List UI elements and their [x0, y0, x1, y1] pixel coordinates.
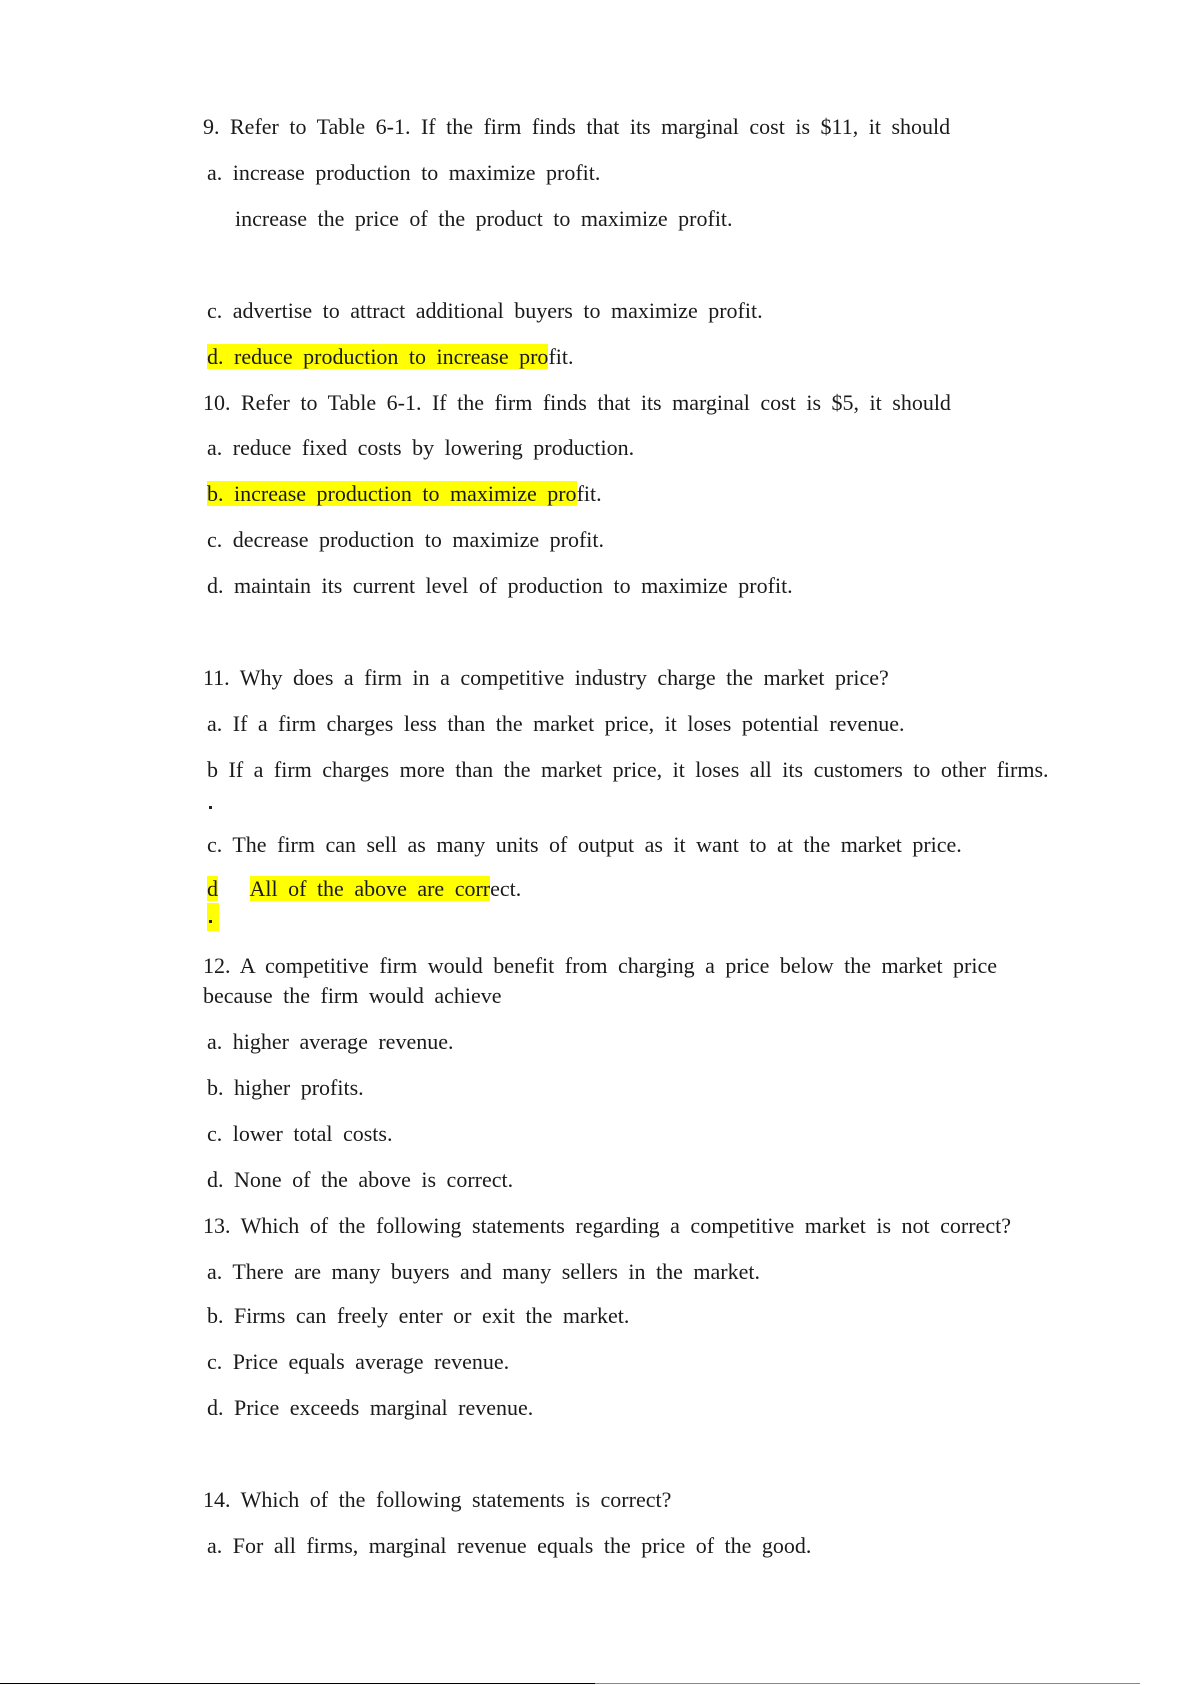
highlighted-period-dot [209, 920, 212, 923]
question-10-option-d: d. maintain its current level of production to maximize profit. [207, 573, 793, 598]
question-11-option-b: b If a firm charges more than the market price, it loses all its customers to other firms. [207, 757, 1049, 782]
question-14-stem: 14. Which of the following statements is correct? [203, 1487, 672, 1512]
question-11-option-c: c. The firm can sell as many units of output as it want to at the market price. [207, 832, 962, 857]
question-13-option-d: d. Price exceeds marginal revenue. [207, 1395, 534, 1420]
question-12-stem-line-1: 12. A competitive firm would benefit from charging a price below the market price [203, 953, 998, 978]
question-12-option-b: b. higher profits. [207, 1075, 364, 1100]
stray-period-mark [209, 806, 212, 809]
question-12-option-d: d. None of the above is correct. [207, 1167, 514, 1192]
question-13-option-c: c. Price equals average revenue. [207, 1349, 510, 1374]
question-9-option-a: a. increase production to maximize profit. [207, 160, 601, 185]
question-13-stem: 13. Which of the following statements regarding a competitive market is not correct? [203, 1213, 1011, 1238]
question-9-option-b: increase the price of the product to maximize profit. [235, 206, 733, 231]
question-9-option-c: c. advertise to attract additional buyers to maximize profit. [207, 298, 763, 323]
answer-tail: fit. [576, 481, 602, 506]
highlighted-period-mark [207, 903, 219, 931]
question-14-option-a: a. For all firms, marginal revenue equals the price of the good. [207, 1533, 812, 1558]
question-12-stem-line-2: because the firm would achieve [203, 983, 502, 1008]
highlighted-answer-letter: d [207, 876, 218, 901]
page-bottom-rule-light [595, 1683, 1140, 1684]
answer-tail: ect. [490, 876, 522, 901]
question-9-option-d [207, 343, 574, 371]
question-10-option-a: a. reduce fixed costs by lowering production. [207, 435, 635, 460]
question-10-option-c: c. decrease production to maximize profit. [207, 527, 605, 552]
question-10-option-b [207, 480, 602, 508]
question-9-stem: 9. Refer to Table 6-1. If the firm finds that its marginal cost is $11, it should [203, 114, 951, 139]
question-12-option-c: c. lower total costs. [207, 1121, 393, 1146]
question-10-stem: 10. Refer to Table 6-1. If the firm finds that its marginal cost is $5, it should [203, 390, 951, 415]
page-bottom-rule [0, 1683, 595, 1684]
question-13-option-a: a. There are many buyers and many sellers in the market. [207, 1259, 760, 1284]
answer-tail: fit. [548, 344, 574, 369]
highlighted-answer: d. reduce production to increase pro [207, 344, 549, 369]
question-12-option-a: a. higher average revenue. [207, 1029, 454, 1054]
question-11-stem: 11. Why does a firm in a competitive industry charge the market price? [203, 665, 889, 690]
question-11-option-d [207, 875, 521, 903]
highlighted-answer: b. increase production to maximize pro [207, 481, 577, 506]
highlighted-answer: All of the above are corr [249, 876, 491, 901]
question-11-option-a: a. If a firm charges less than the market price, it loses potential revenue. [207, 711, 905, 736]
question-13-option-b: b. Firms can freely enter or exit the market. [207, 1303, 630, 1328]
